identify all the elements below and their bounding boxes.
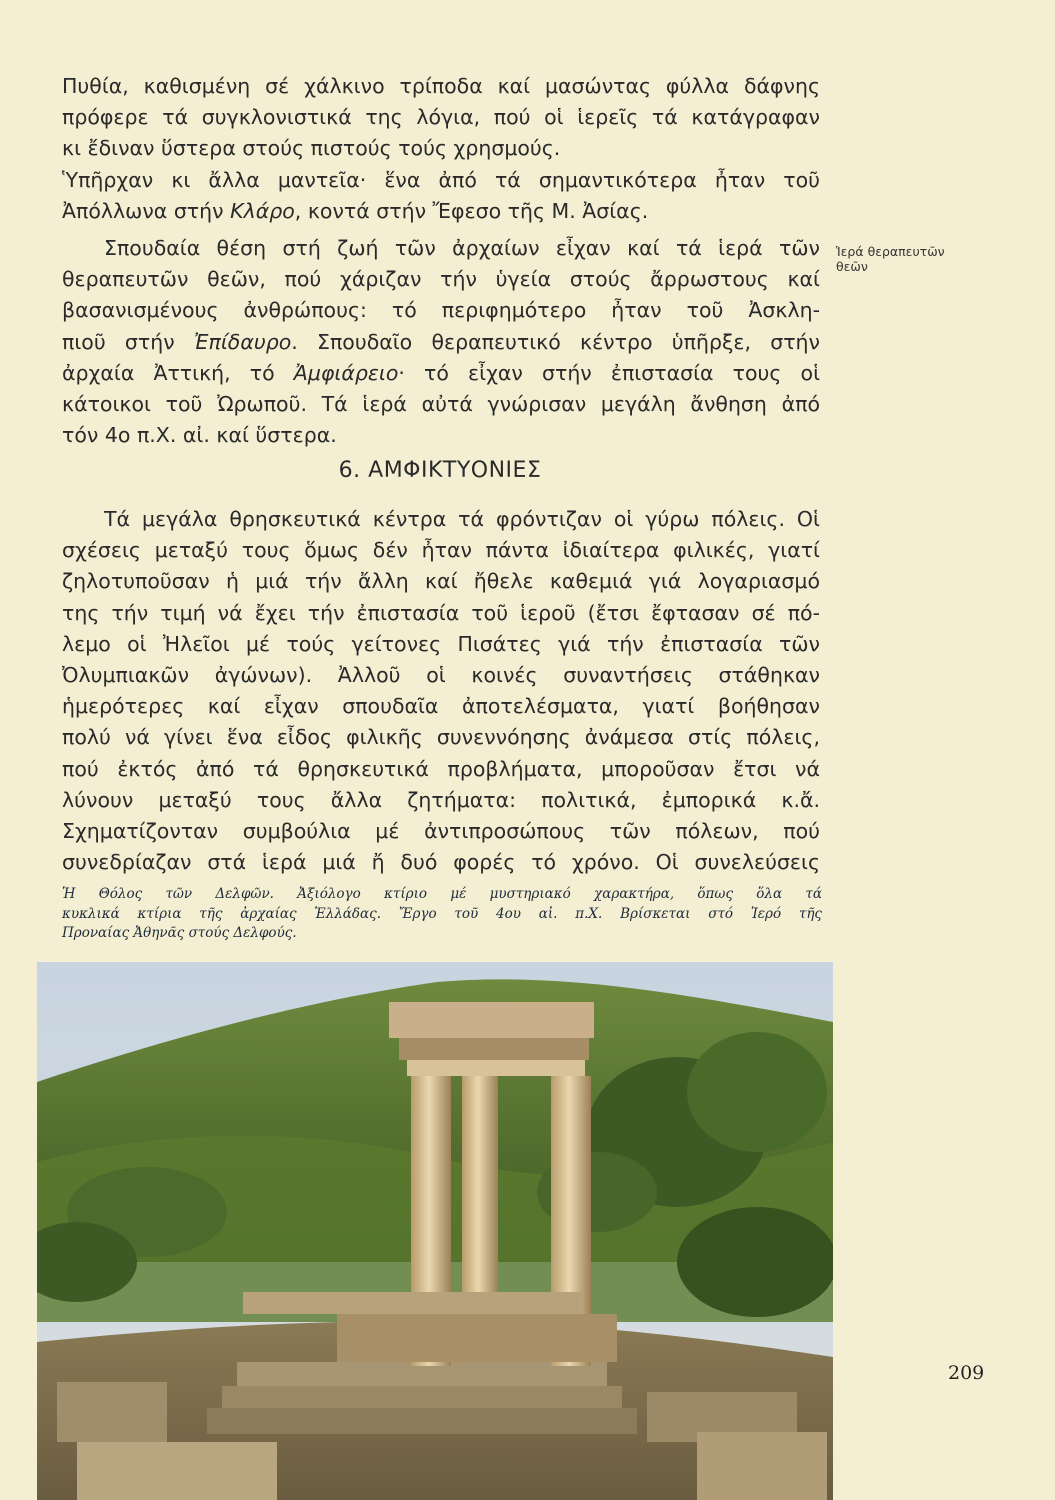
text-line: της τήν τιμή νά ἔχει τήν ἐπιστασία τοῦ ἱεροῦ (ἔτσι ἔφτασαν σέ πό- [62,600,820,625]
italic-place-name: Κλάρο [230,198,295,223]
text-line [62,196,820,227]
text-line: πρόφερε τά συγκλονιστικά της λόγια, πού οἱ ἱερεῖς τά κατάγραφαν [62,105,820,130]
text-span: , κοντά στήν Ἔφεσο τῆς Μ. Ἀσίας. [294,198,649,223]
tholos-photo [37,962,833,1500]
text-line [62,358,820,389]
text-line: βασανισμένους ἀνθρώπους: τό περιφημότερο ἦταν τοῦ Ἀσκλη- [62,298,820,323]
italic-place-name: Ἐπίδαυρο [193,329,292,354]
text-line [62,327,820,358]
caption-line: Ἡ Θόλος τῶν Δελφῶν. Ἀξιόλογο κτίριο μέ μυστηριακό χαρακτήρα, ὅπως ὅλα τά [62,886,822,902]
text-line: θεραπευτῶν θεῶν, πού χάριζαν τήν ὑγεία στούς ἄρρωστους καί [62,267,820,292]
text-span: ἀρχαία Ἀττική, τό [62,360,294,385]
margin-note [836,244,996,274]
text-line: τόν 4ο π.Χ. αἰ. καί ὕστερα. [62,423,337,448]
section-heading: 6. ΑΜΦΙΚΤΥΟΝΙΕΣ [338,458,542,483]
text-line: συνεδρίαζαν στά ἱερά μιά ἤ δυό φορές τό χρόνο. Οἱ συνελεύσεις [62,850,820,875]
margin-note-line: Ἱερά θεραπευτῶν [836,244,945,259]
paragraph-healing-sanctuaries [62,233,820,451]
text-line: σχέσεις μεταξύ τους ὅμως δέν ἦταν πάντα ἰδιαίτερα φιλικές, γιατί [62,538,820,563]
paragraph-pythia [62,71,820,227]
text-line: λεμο οἱ Ἠλεῖοι μέ τούς γείτονες Πισάτες γιά τήν ἐπιστασία τῶν [62,631,820,656]
text-line: λύνουν μεταξύ τους ἄλλα ζητήματα: πολιτικά, ἐμπορικά κ.ἄ. [62,787,820,812]
margin-note-line: θεῶν [836,259,868,274]
text-line: Σχηματίζονταν συμβούλια μέ ἀντιπροσώπους τῶν πόλεων, πού [62,819,820,844]
text-line: κάτοικοι τοῦ Ὠρωποῦ. Τά ἱερά αὐτά γνώρισαν μεγάλη ἄνθηση ἀπό [62,392,820,417]
page-number: 209 [948,1362,985,1384]
text-line: πολύ νά γίνει ἕνα εἶδος φιλικῆς συνεννόησης ἀνάμεσα στίς πόλεις, [62,725,820,750]
text-line: Ὑπῆρχαν κι ἄλλα μαντεῖα· ἕνα ἀπό τά σημαντικότερα ἦταν τοῦ [62,167,820,192]
italic-place-name: Ἀμφιάρειο [293,360,399,385]
paragraph-amphictyonies [62,504,820,878]
text-span: Ἀπόλλωνα στήν [62,198,231,223]
text-line: Τά μεγάλα θρησκευτικά κέντρα τά φρόντιζαν οἱ γύρω πόλεις. Οἱ [104,507,820,531]
photo-caption [62,885,822,944]
text-line: ζηλοτυποῦσαν ἡ μιά τήν ἄλλη καί ἤθελε καθεμιά γιά λογαριασμό [62,569,820,594]
text-span: πιοῦ στήν [62,329,194,354]
caption-line: Προναίας Ἀθηνᾶς στούς Δελφούς. [62,925,297,941]
text-span: · τό εἶχαν στήν ἐπιστασία τους οἱ [398,360,821,385]
text-line: Σπουδαία θέση στή ζωή τῶν ἀρχαίων εἶχαν καί τά ἱερά τῶν [104,236,820,260]
text-line: κι ἔδιναν ὕστερα στούς πιστούς τούς χρησμούς. [62,136,561,161]
text-line: ἡμερότερες καί εἶχαν σπουδαῖα ἀποτελέσματα, γιατί βοήθησαν [62,694,820,719]
text-line: πού ἐκτός ἀπό τά θρησκευτικά προβλήματα, μποροῦσαν ἔτσι νά [62,756,820,781]
text-line: Πυθία, καθισμένη σέ χάλκινο τρίποδα καί μασώντας φύλλα δάφνης [62,74,820,98]
caption-line: κυκλικά κτίρια τῆς ἀρχαίας Ἑλλάδας. Ἔργο τοῦ 4ου αἰ. π.Χ. Βρίσκεται στό Ἱερό τῆς [62,905,822,922]
text-span: . Σπουδαῖο θεραπευτικό κέντρο ὑπῆρξε, στήν [291,329,820,354]
text-line: Ὀλυμπιακῶν ἀγώνων). Ἀλλοῦ οἱ κοινές συναντήσεις στάθηκαν [62,663,820,688]
